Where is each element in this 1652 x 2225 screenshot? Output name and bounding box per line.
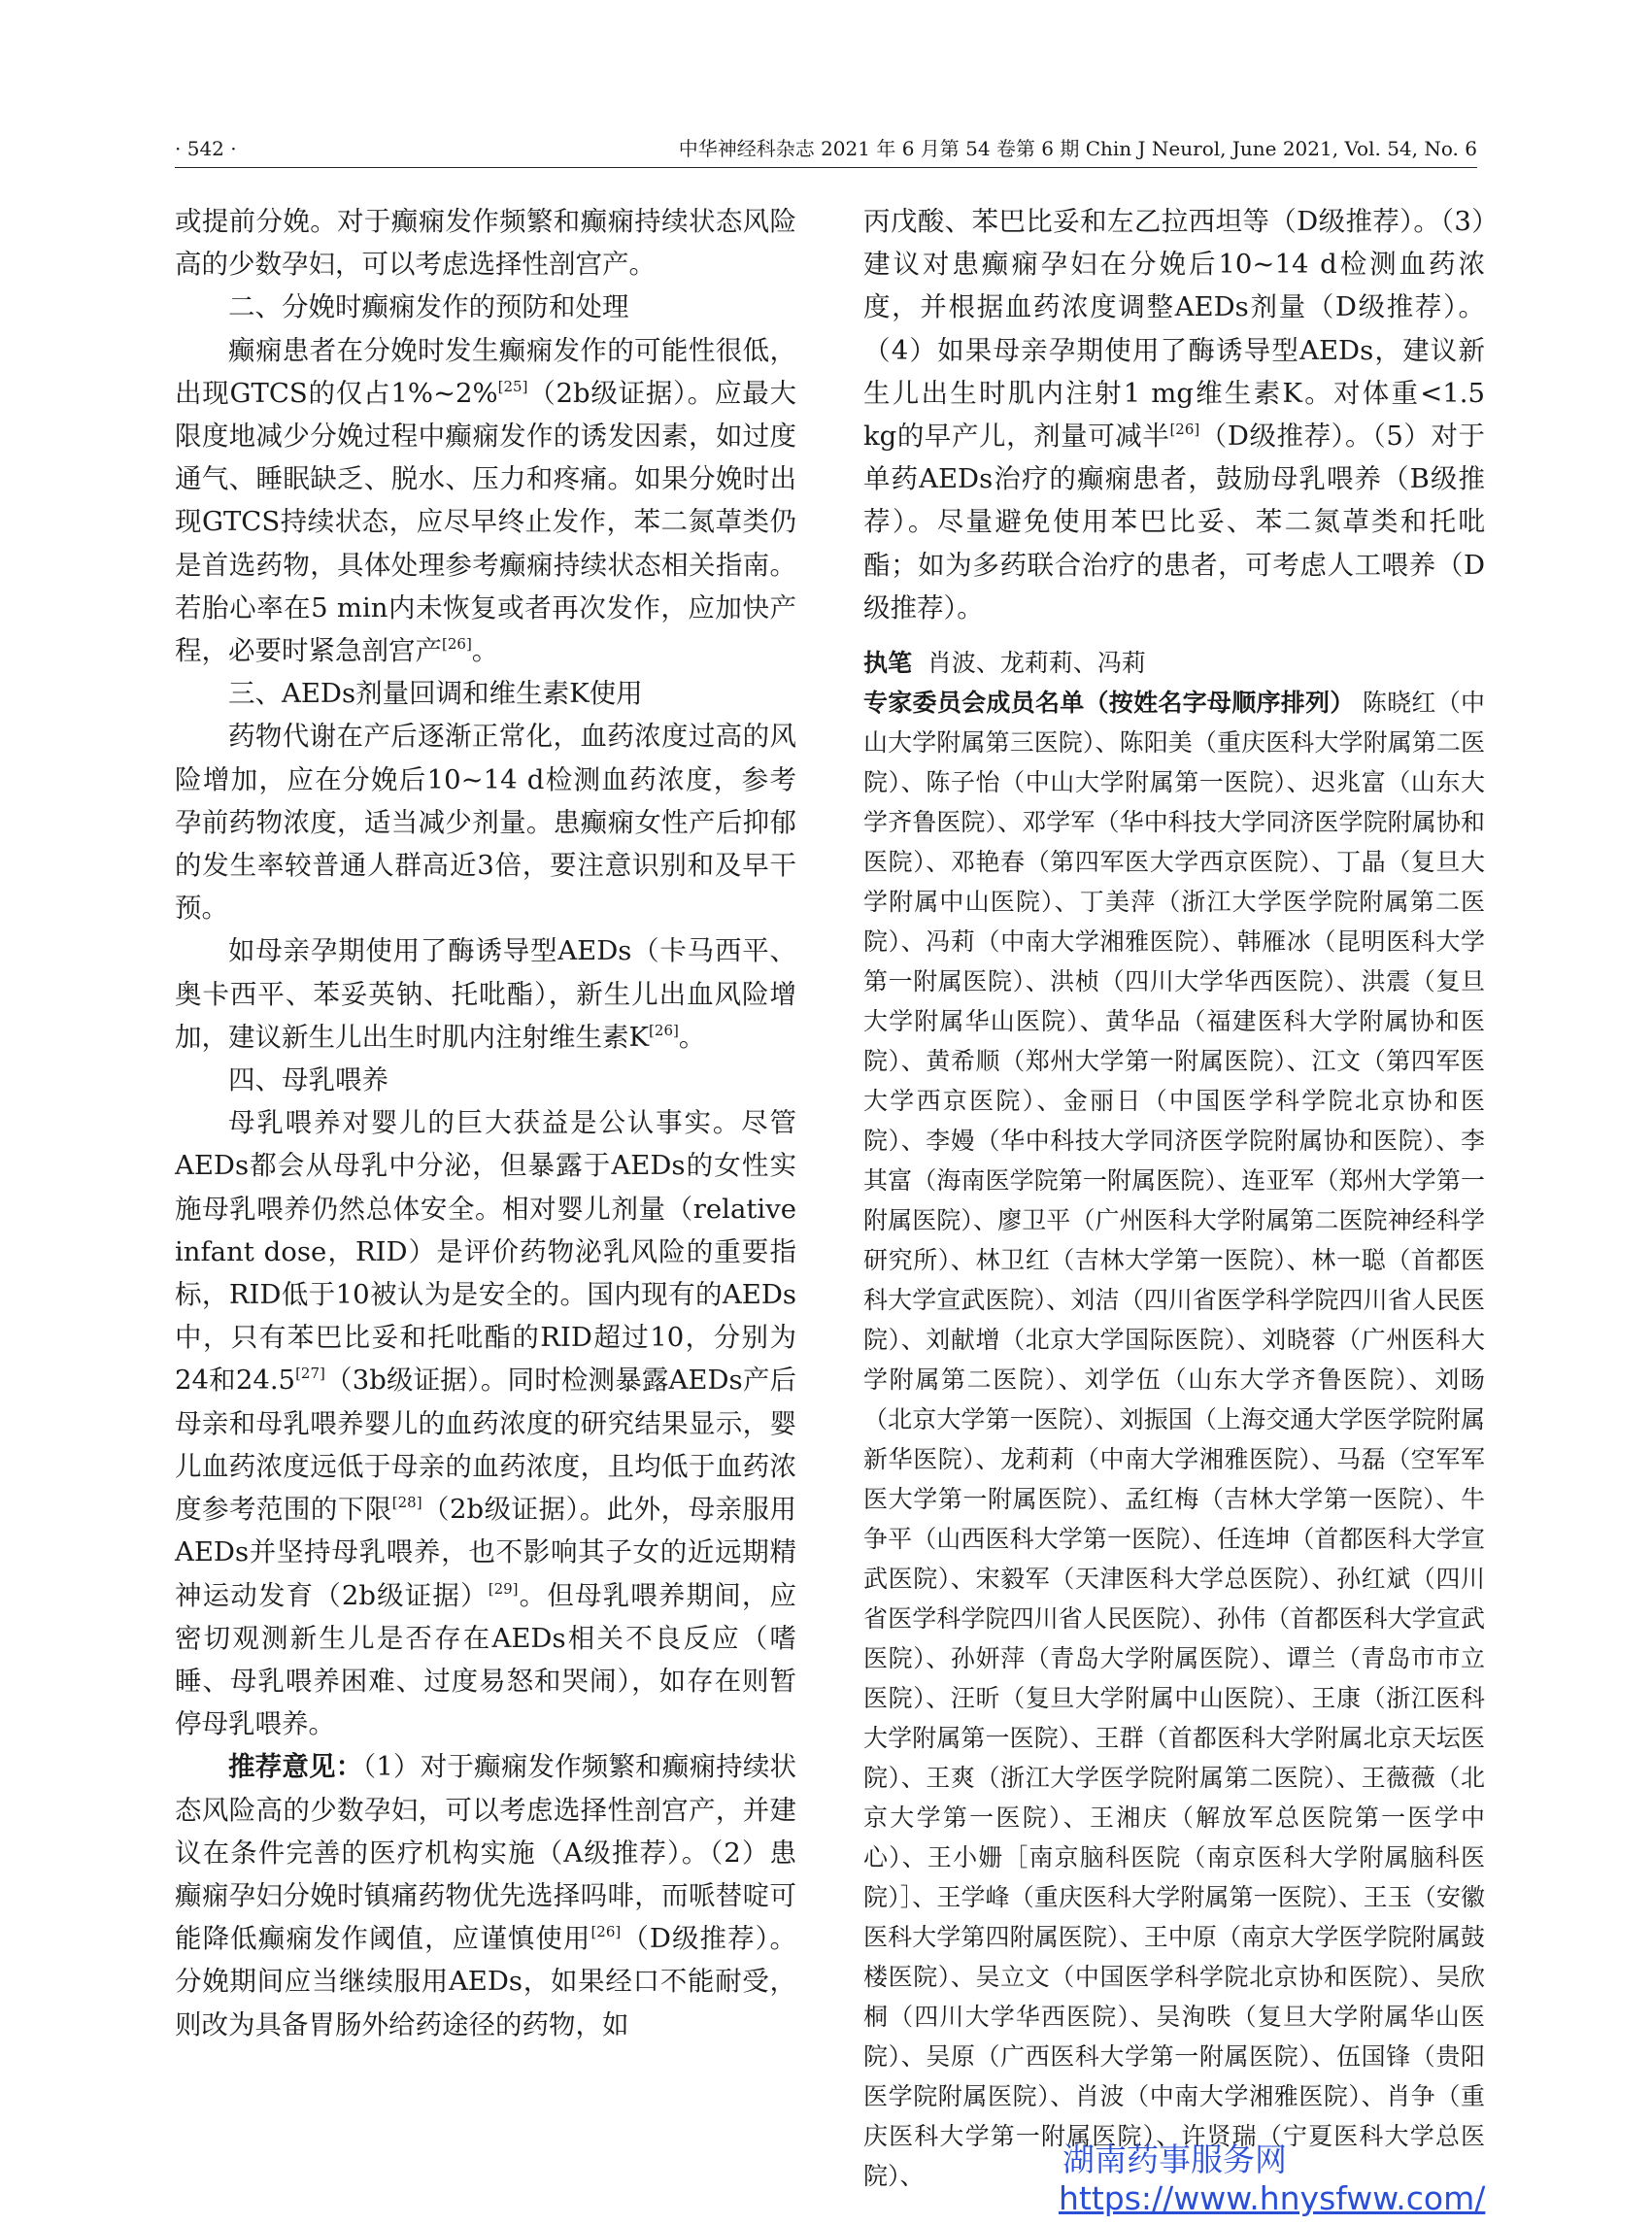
citation-ref[interactable]: [26] [649,1021,679,1039]
writers-label: 执笔 [863,649,913,678]
watermark-site-name: 湖南药事服务网 [1062,2141,1287,2178]
page-header [175,134,1477,168]
paragraph: 如母亲孕期使用了酶诱导型AEDs（卡马西平、奥卡西平、苯妥英钠、托吡酯），新生儿出血风险增加，建议新生儿出生时肌内注射维生素K[26]。 [175,935,796,1053]
citation-ref[interactable]: [28] [391,1494,422,1512]
page-number: · 542 · [175,137,237,160]
journal-citation: 中华神经科杂志 2021 年 6 月第 54 卷第 6 期 Chin J Neurol, June 2021, Vol. 54, No. 6 [678,137,1477,160]
committee-members: 陈晓红（中山大学附属第三医院）、陈阳美（重庆医科大学附属第二医院）、陈子怡（中山大学附属第一医院）、迟兆富（山东大学齐鲁医院）、邓学军（华中科技大学同济医学院附属协和医院）、邓艳春（第四军医大学西京医院）、丁晶（复旦大学附属中山医院）、丁美萍（浙江大学医学院附属第二医院）、冯莉（中南大学湘雅医院）、韩雁冰（昆明医科大学第一附属医院）、洪桢（四川大学华西医院）、洪震（复旦大学附属华山医院）、黄华品（福建医科大学附属协和医院）、黄希顺（郑州大学第一附属医院）、江文（第四军医大学西京医院）、金丽日（中国医学科学院北京协和医院）、李嫚（华中科技大学同济医学院附属协和医院）、李其富（海南医学院第一附属医院）、连亚军（郑州大学第一附属医院）、廖卫平（广州医科大学附属第二医院神经科学研究所）、林卫红（吉林大学第一医院）、林一聪（首都医科大学宣武医院）、刘洁（四川省医学科学院四川省人民医院）、刘献增（北京大学国际医院）、刘晓蓉（广州医科大学附属第二医院）、刘学伍（山东大学齐鲁医院）、刘旸（北京大学第一医院）、刘振国（上海交通大学医学院附属新华医院）、龙莉莉（中南大学湘雅医院）、马磊（空军军医大学第一附属医院）、孟红梅（吉林大学第一医院）、牛争平（山西医科大学第一医院）、任连坤（首都医科大学宣武医院）、宋毅军（天津医科大学总医院）、孙红斌（四川省医学科学院四川省人民医院）、孙伟（首都医科大学宣武医院）、孙妍萍（青岛大学附属医院）、谭兰（青岛市市立医院）、汪昕（复旦大学附属中山医院）、王康（浙江医科大学附属第一医院）、王群（首都医科大学附属北京天坛医院）、王爽（浙江大学医学院附属第二医院）、王薇薇（北京大学第一医院）、王湘庆（解放军总医院第一医学中心）、王小姗［南京脑科医院（南京医科大学附属脑科医院）］、王学峰（重庆医科大学附属第一医院）、王玉（安徽医科大学第四附属医院）、王中原（南京大学医学院附属鼓楼医院）、吴立文（中国医学科学院北京协和医院）、吴欣桐（四川大学华西医院）、吴洵昳（复旦大学附属华山医院）、吴原（广西医科大学第一附属医院）、伍国锋（贵阳医学院附属医院）、肖波（中南大学湘雅医院）、肖争（重庆医科大学第一附属医院）、许贤瑞（宁夏医科大学总医院）、 [863,689,1485,2191]
section-heading: 三、AEDs剂量回调和维生素K使用 [228,678,643,710]
watermark [1059,2141,1515,2218]
section-heading: 二、分娩时癫痫发作的预防和处理 [228,291,629,323]
writers-names: 肖波、龙莉莉、冯莉 [927,649,1146,678]
right-column [863,200,1485,2196]
paragraph: 丙戊酸、苯巴比妥和左乙拉西坦等（D级推荐）。（3）建议对患癫痫孕妇在分娩后10~14 d检测血药浓度，并根据血药浓度调整AEDs剂量（D级推荐）。（4）如果母亲孕期使用了酶诱导型AEDs，建议新生儿出生时肌内注射1 mg维生素K。对体重<1.5 kg的早产儿，剂量可减半[26]（D级推荐）。（5）对于单药AEDs治疗的癫痫患者，鼓励母乳喂养（B级推荐）。尽量避免使用苯巴比妥、苯二氮䓬类和托吡酯；如为多药联合治疗的患者，可考虑人工喂养（D级推荐）。 [863,206,1485,624]
paragraph: 癫痫患者在分娩时发生癫痫发作的可能性很低，出现GTCS的仅占1%~2%[25]（2b级证据）。应最大限度地减少分娩过程中癫痫发作的诱发因素，如过度通气、睡眠缺乏、脱水、压力和疼痛。如果分娩时出现GTCS持续状态，应尽早终止发作，苯二氮䓬类仍是首选药物，具体处理参考癫痫持续状态相关指南。若胎心率在5 min内未恢复或者再次发作，应加快产程，必要时紧急剖宫产[26]。 [175,334,796,667]
paragraph: 药物代谢在产后逐渐正常化，血药浓度过高的风险增加，应在分娩后10~14 d检测血药浓度，参考孕前药物浓度，适当减少剂量。患癫痫女性产后抑郁的发生率较普通人群高近3倍，要注意识别和及早干预。 [175,721,796,925]
citation-ref[interactable]: [26] [442,635,472,654]
citation-ref[interactable]: [26] [1169,421,1200,439]
citation-ref[interactable]: [27] [295,1365,325,1383]
section-heading: 四、母乳喂养 [228,1064,388,1096]
paragraph: 或提前分娩。对于癫痫发作频繁和癫痫持续状态风险高的少数孕妇，可以考虑选择性剖宫产。 [175,206,796,281]
citation-ref[interactable]: [29] [488,1579,519,1598]
paragraph: 母乳喂养对婴儿的巨大获益是公认事实。尽管AEDs都会从母乳中分泌，但暴露于AEDs的女性实施母乳喂养仍然总体安全。相对婴儿剂量（relative infant dose，RID）是评价药物泌乳风险的重要指标，RID低于10被认为是安全的。国内现有的AEDs中，只有苯巴比妥和托吡酯的RID超过10，分别为24和24.5[27]（3b级证据）。同时检测暴露AEDs产后母亲和母乳喂养婴儿的血药浓度的研究结果显示，婴儿血药浓度远低于母亲的血药浓度，且均低于血药浓度参考范围的下限[28]（2b级证据）。此外，母亲服用AEDs并坚持母乳喂养，也不影响其子女的近远期精神运动发育（2b级证据）[29]。但母乳喂养期间，应密切观测新生儿是否存在AEDs相关不良反应（嗜睡、母乳喂养困难、过度易怒和哭闹），如存在则暂停母乳喂养。 [175,1107,797,1740]
recommendation-paragraph: 推荐意见：（1）对于癫痫发作频繁和癫痫持续状态风险高的少数孕妇，可以考虑选择性剖宫产，并建议在条件完善的医疗机构实施（A级推荐）。（2）患癫痫孕妇分娩时镇痛药物优先选择吗啡，而哌替啶可能降低癫痫发作阈值，应谨慎使用[26]（D级推荐）。分娩期间应当继续服用AEDs，如果经口不能耐受，则改为具备胃肠外给药途径的药物，如 [175,1751,797,2040]
citation-ref[interactable]: [26] [590,1923,622,1941]
committee-list [863,683,1485,2196]
watermark-url[interactable]: https://www.hnysfww.com/ [1059,2179,1486,2217]
citation-ref[interactable]: [25] [497,377,528,395]
committee-label: 专家委员会成员名单（按姓名字母顺序排列） [863,689,1355,718]
writers-line [863,643,1485,683]
left-column [175,200,796,2046]
recommendation-label: 推荐意见： [228,1751,363,1783]
